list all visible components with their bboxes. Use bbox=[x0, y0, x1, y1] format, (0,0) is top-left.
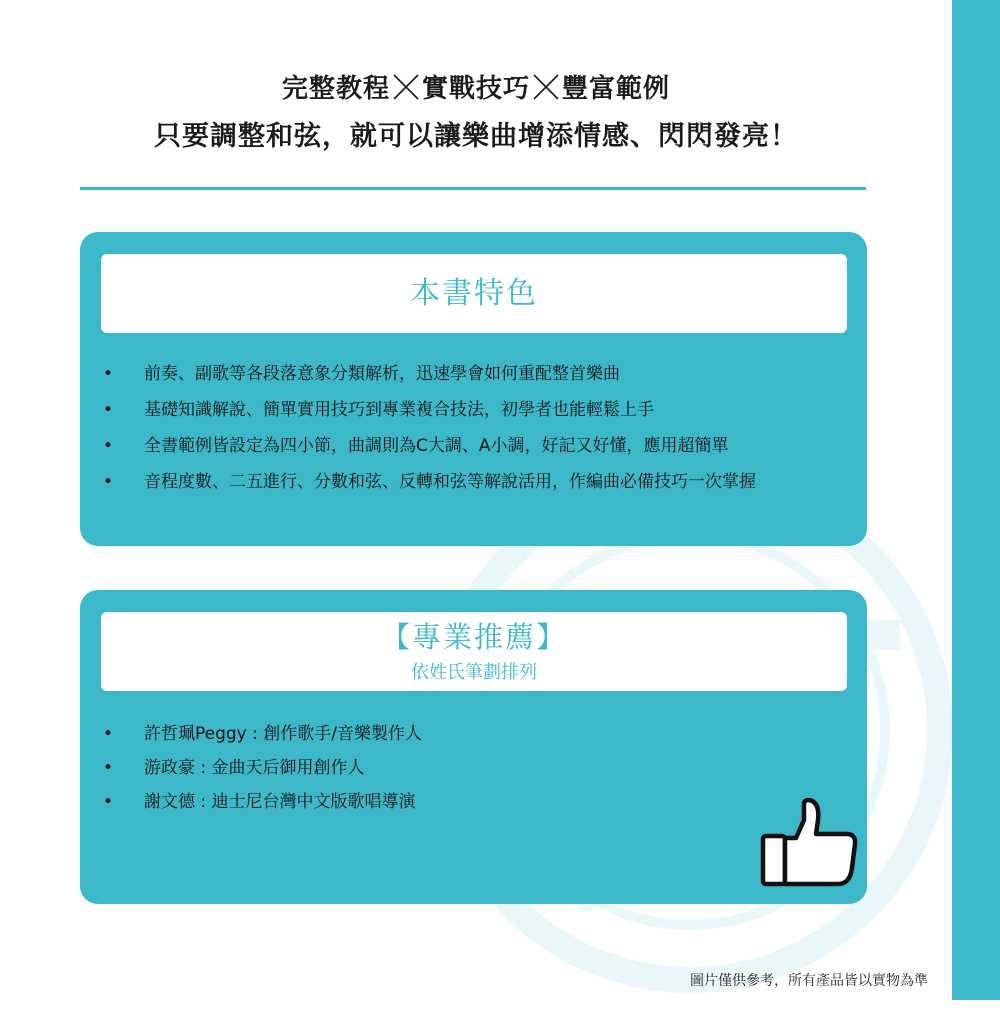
features-panel bbox=[80, 232, 867, 546]
recommend-subtitle: 依姓氏筆劃排列 bbox=[411, 662, 537, 683]
feature-text: 音程度數、二五進行、分數和弦、反轉和弦等解說活用，作編曲必備技巧一次掌握 bbox=[144, 472, 756, 492]
bullet-icon: • bbox=[103, 792, 114, 812]
recommend-panel bbox=[80, 590, 867, 904]
thumbs-up-icon bbox=[760, 798, 860, 890]
recommender-text: 游政豪 : 金曲天后御用創作人 bbox=[144, 758, 365, 778]
feature-text: 前奏、副歌等各段落意象分類解析，迅速學會如何重配整首樂曲 bbox=[144, 364, 620, 384]
headline-part-1: 完整教程 bbox=[281, 74, 390, 104]
disclaimer-note: 圖片僅供參考，所有產品皆以實物為準 bbox=[690, 973, 928, 989]
headline-line-1 bbox=[0, 68, 952, 105]
bullet-icon: • bbox=[103, 364, 114, 384]
recommend-header bbox=[101, 612, 847, 691]
feature-text: 全書範例皆設定為四小節，曲調則為C大調、A小調，好記又好懂，應用超簡單 bbox=[144, 436, 729, 456]
bullet-icon: • bbox=[103, 436, 114, 456]
cross-icon bbox=[391, 72, 421, 102]
features-title: 本書特色 bbox=[410, 276, 538, 311]
cross-icon bbox=[531, 72, 561, 102]
bullet-icon: • bbox=[103, 758, 114, 778]
side-accent-bar bbox=[952, 0, 1000, 1000]
features-header bbox=[101, 254, 847, 333]
headline-line-2: 只要調整和弦，就可以讓樂曲增添情感、閃閃發亮！ bbox=[154, 121, 798, 152]
bullet-icon: • bbox=[103, 472, 114, 492]
recommender-text: 許哲珮Peggy : 創作歌手/音樂製作人 bbox=[144, 724, 423, 744]
headline-divider bbox=[80, 187, 866, 190]
recommender-text: 謝文德 : 迪士尼台灣中文版歌唱導演 bbox=[144, 792, 416, 812]
bullet-icon: • bbox=[103, 724, 114, 744]
bullet-icon: • bbox=[103, 400, 114, 420]
feature-text: 基礎知識解說、簡單實用技巧到專業複合技法，初學者也能輕鬆上手 bbox=[144, 400, 654, 420]
headline-part-3: 豐富範例 bbox=[562, 74, 671, 104]
recommend-title: 【專業推薦】 bbox=[380, 620, 567, 654]
headline-part-2: 實戰技巧 bbox=[421, 74, 530, 104]
